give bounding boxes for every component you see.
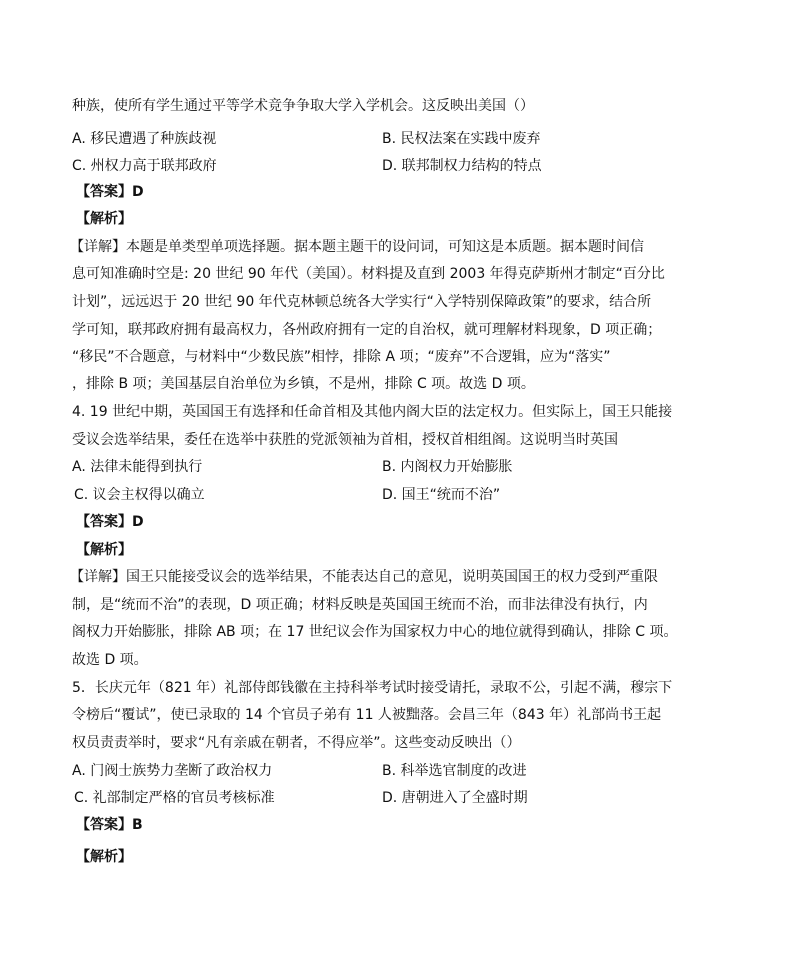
q5-analysis-label: 【解析】 xyxy=(76,849,132,865)
q4-option-c: C. 议会主权得以确立 xyxy=(74,487,205,503)
q3-option-a: A. 移民遭遇了种族歧视 xyxy=(72,131,217,147)
q4-detail-line: 【详解】国王只能接受议会的选举结果，不能表达自己的意见，说明英国国王的权力受到严重限 xyxy=(70,569,658,585)
q4-detail-line: 阁权力开始膨胀，排除 AB 项；在 17 世纪议会作为国家权力中心的地位就得到确认，排除 C 项。 xyxy=(72,624,678,640)
q4-option-b: B. 内阁权力开始膨胀 xyxy=(382,459,513,475)
q3-detail-line: 学可知，联邦政府拥有最高权力，各州政府拥有一定的自治权，就可理解材料现象，D 项正确； xyxy=(72,322,662,338)
q3-option-b: B. 民权法案在实践中废弃 xyxy=(382,131,541,147)
q5-option-b: B. 科举选官制度的改进 xyxy=(382,763,527,779)
q5-option-c: C. 礼部制定严格的官员考核标准 xyxy=(74,790,275,806)
q3-detail-line: 息可知准确时空是: 20 世纪 90 年代（美国）。材料提及直到 2003 年得克萨斯州才制定“百分比 xyxy=(72,266,665,282)
q4-stem-line: 受议会选举结果，委任在选举中获胜的党派领袖为首相，授权首相组阁。这说明当时英国 xyxy=(72,432,618,448)
q4-analysis-label: 【解析】 xyxy=(76,542,132,558)
q4-option-a: A. 法律未能得到执行 xyxy=(72,459,203,475)
q5-stem-line: 权员责责举时，要求“凡有亲戚在朝者，不得应举”。这些变动反映出（） xyxy=(72,735,521,751)
q3-stem-tail: 种族，使所有学生通过平等学术竞争争取大学入学机会。这反映出美国（） xyxy=(72,98,534,114)
q3-detail-line: 【详解】本题是单类型单项选择题。据本题主题干的设问词，可知这是本质题。据本题时间信 xyxy=(70,239,644,255)
q3-detail-line: “移民”不合题意，与材料中“少数民族”相悖，排除 A 项；“废弃”不合逻辑，应为“落实” xyxy=(72,349,611,365)
q4-detail-line: 制，是“统而不治”的表现，D 项正确；材料反映是英国国王统而不治，而非法律没有执行，内 xyxy=(72,597,648,613)
q4-option-d: D. 国王“统而不治” xyxy=(382,487,501,503)
q3-option-d: D. 联邦制权力结构的特点 xyxy=(382,158,542,174)
q3-analysis-label: 【解析】 xyxy=(76,211,132,227)
q4-answer: 【答案】D xyxy=(76,514,144,530)
q3-detail-line: 计划”，远远迟于 20 世纪 90 年代克林顿总统各大学实行“入学特别保障政策”的要求，结合所 xyxy=(72,294,652,310)
q5-option-d: D. 唐朝进入了全盛时期 xyxy=(382,790,528,806)
q4-stem-line: 4. 19 世纪中期，英国国王有选择和任命首相及其他内阁大臣的法定权力。但实际上，国王只能接 xyxy=(72,404,673,420)
q3-answer: 【答案】D xyxy=(76,184,144,200)
q3-option-c: C. 州权力高于联邦政府 xyxy=(72,158,217,174)
q5-option-a: A. 门阀士族势力垄断了政治权力 xyxy=(72,763,273,779)
q5-stem-line: 5．长庆元年（821 年）礼部侍郎钱徽在主持科举考试时接受请托，录取不公，引起不满，穆宗下 xyxy=(72,680,673,696)
q4-detail-line: 故选 D 项。 xyxy=(72,652,148,668)
q5-answer: 【答案】B xyxy=(76,817,143,833)
q3-detail-line: ，排除 B 项；美国基层自治单位为乡镇，不是州，排除 C 项。故选 D 项。 xyxy=(72,376,535,392)
q5-stem-line: 令榜后“覆试”，使已录取的 14 个官员子弟有 11 人被黜落。会昌三年（843 年）礼部尚书王起 xyxy=(72,707,662,723)
